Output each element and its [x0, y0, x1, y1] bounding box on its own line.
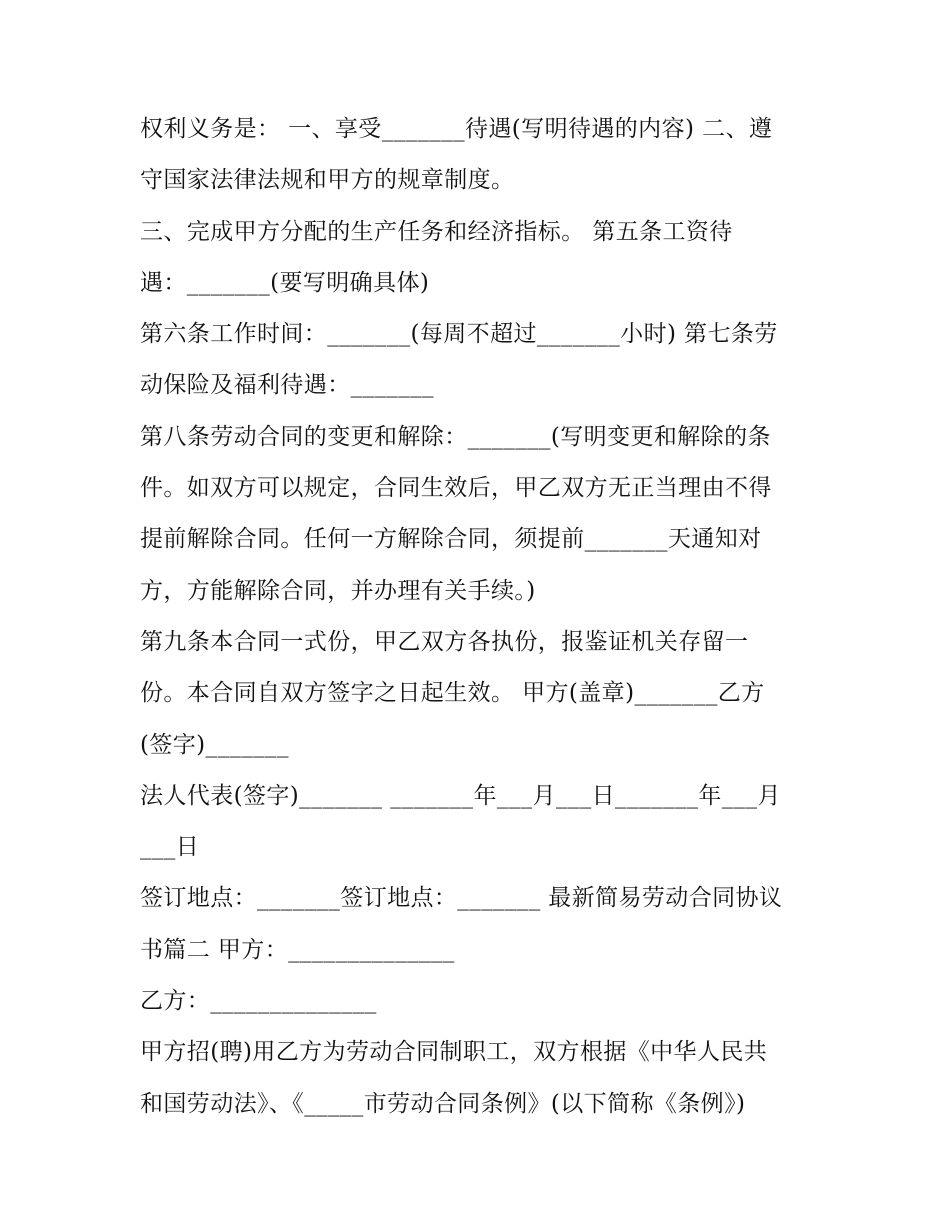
text-line: 守国家法律法规和甲方的规章制度。: [140, 167, 515, 194]
text-line: 遇：_______(要写明确具体): [140, 269, 430, 296]
text-line: 书篇二 甲方：______________: [140, 936, 455, 963]
text-line: (签字)_______: [140, 731, 289, 758]
text-line: 甲方招(聘)用乙方为劳动合同制职工，双方根据《中华人民共: [140, 1039, 768, 1066]
text-line: 提前解除合同。任何一方解除合同，须提前_______天通知对: [140, 526, 762, 553]
text-line: 动保险及福利待遇：_______: [140, 372, 434, 399]
text-line: 乙方：______________: [140, 988, 377, 1015]
text-line: 权利义务是： 一、享受_______待遇(写明待遇的内容) 二、遵: [140, 116, 773, 142]
text-line: 法人代表(签字)_______ _______年___月___日_______年___月: [140, 782, 781, 809]
text-line: 份。本合同自双方签字之日起生效。 甲方(盖章)_______乙方: [140, 680, 765, 707]
text-line: 和国劳动法》、《_____市劳动合同条例》(以下简称《条例》): [140, 1090, 746, 1117]
text-line: 三、完成甲方分配的生产任务和经济指标。 第五条工资待: [140, 218, 733, 245]
document-body: [140, 104, 830, 1130]
text-line: 方，方能解除合同，并办理有关手续。): [140, 577, 536, 604]
text-line: 第八条劳动合同的变更和解除：_______(写明变更和解除的条: [140, 423, 771, 450]
text-line: 第六条工作时间：_______(每周不超过_______小时) 第七条劳: [140, 321, 778, 348]
text-line: ___日: [140, 834, 200, 861]
text-line: 签订地点：_______签订地点：_______ 最新简易劳动合同协议: [140, 885, 783, 912]
text-line: 件。如双方可以规定，合同生效后，甲乙双方无正当理由不得: [140, 475, 772, 502]
text-line: 第九条本合同一式份，甲乙双方各执份，报鉴证机关存留一: [140, 628, 749, 655]
